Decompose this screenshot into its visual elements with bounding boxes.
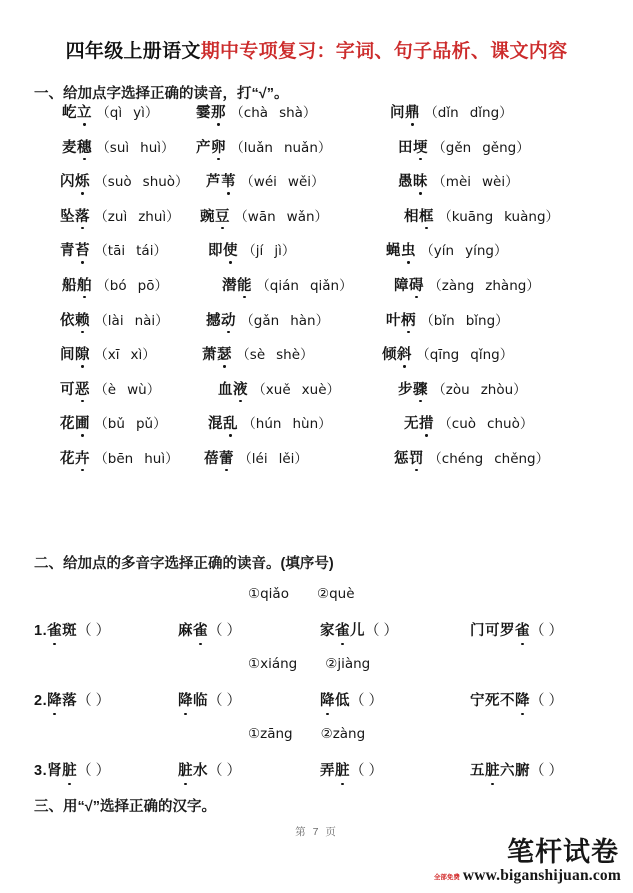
pinyin-choice-item[interactable]	[208, 417, 332, 432]
pinyin-options[interactable]	[434, 209, 559, 225]
word-prefix: 麻	[178, 623, 193, 639]
word-prefix: 宁死不	[470, 693, 515, 709]
duoyinzi-option-1: ①zāng	[248, 726, 293, 742]
pinyin-options[interactable]	[236, 174, 325, 190]
pinyin-option-b[interactable]: nài）	[134, 312, 169, 329]
watermark-free-tag: 全部免费	[433, 873, 460, 881]
vocab-word: 豌豆	[200, 208, 230, 225]
pinyin-option-a[interactable]: （qì	[96, 105, 123, 121]
word-suffix: 临	[193, 693, 208, 709]
answer-blank[interactable]: （ ）	[208, 763, 242, 779]
vocab-word: 产卵	[196, 139, 226, 156]
word-suffix: 落	[62, 693, 78, 709]
pinyin-option-a[interactable]: （qīng	[416, 347, 460, 364]
duoyinzi-item[interactable]	[470, 759, 563, 780]
duoyinzi-option-legend	[248, 656, 370, 672]
pinyin-choice-item[interactable]	[386, 244, 507, 259]
dotted-character: 降	[320, 689, 335, 710]
pinyin-option-a[interactable]: （zuì	[94, 208, 128, 225]
pinyin-option-b[interactable]: qǐng）	[470, 347, 514, 364]
word-suffix: 低	[335, 693, 350, 709]
answer-blank[interactable]: （ ）	[77, 693, 111, 709]
pinyin-choice-grid	[0, 106, 633, 487]
pinyin-options[interactable]	[424, 451, 549, 467]
pinyin-option-b[interactable]: bǐng）	[465, 312, 509, 329]
dotted-character: 隙	[75, 347, 90, 364]
dotted-character: 能	[237, 277, 252, 294]
dotted-character: 斜	[397, 347, 412, 364]
dotted-character: 苇	[221, 174, 236, 191]
dotted-character: 雀	[515, 619, 530, 640]
item-number: 2.	[34, 693, 48, 709]
dotted-character: 脏	[485, 759, 500, 780]
pinyin-options[interactable]	[90, 313, 169, 329]
pinyin-choice-row	[0, 106, 633, 141]
pinyin-option-a[interactable]: （tāi	[94, 243, 126, 260]
pinyin-choice-item[interactable]	[398, 141, 530, 156]
vocab-word: 无措	[404, 416, 434, 433]
dotted-character: 豆	[215, 208, 230, 225]
vocab-word: 撼动	[206, 312, 236, 329]
duoyinzi-option-legend	[248, 586, 355, 602]
answer-blank[interactable]: （ ）	[530, 763, 564, 779]
answer-blank[interactable]: （ ）	[350, 693, 384, 709]
page-title-black: 四年级上册语文	[65, 41, 201, 62]
pinyin-option-b[interactable]: chěng）	[494, 450, 550, 467]
pinyin-option-a[interactable]: （sè	[236, 347, 266, 364]
dotted-character: 卉	[75, 450, 90, 467]
vocab-word: 潜能	[222, 277, 252, 294]
vocab-word: 青苔	[60, 243, 90, 260]
dotted-character: 那	[211, 105, 226, 121]
duoyinzi-option-2: ②jiàng	[325, 656, 371, 672]
pinyin-option-a[interactable]: （zòu	[432, 381, 470, 398]
pinyin-option-a[interactable]: （wéi	[240, 174, 277, 191]
pinyin-option-a[interactable]: （yín	[420, 243, 455, 260]
pinyin-option-a[interactable]: （suì	[96, 139, 130, 156]
pinyin-option-a[interactable]: （kuāng	[438, 208, 494, 225]
pinyin-choice-item[interactable]	[390, 106, 513, 121]
pinyin-option-b[interactable]: kuàng）	[504, 208, 560, 225]
pinyin-choice-item[interactable]	[60, 348, 156, 363]
dotted-character: 苔	[75, 243, 90, 260]
vocab-word: 萧瑟	[202, 347, 232, 364]
pinyin-option-b[interactable]: lěi）	[278, 450, 308, 467]
pinyin-choice-item[interactable]	[398, 383, 527, 398]
pinyin-option-b[interactable]: yíng）	[465, 243, 508, 260]
dotted-character: 鼎	[405, 105, 420, 121]
watermark	[431, 836, 621, 884]
dotted-character: 赖	[75, 312, 90, 329]
pinyin-option-b[interactable]: zhòu）	[480, 381, 527, 398]
pinyin-options[interactable]	[92, 105, 158, 121]
pinyin-choice-item[interactable]	[196, 106, 316, 121]
answer-blank[interactable]: （ ）	[530, 693, 564, 709]
vocab-word: 间隙	[60, 347, 90, 364]
section-one-heading: 一、给加点字选择正确的读音，打“√”。	[34, 86, 289, 102]
pinyin-option-b[interactable]: pō）	[137, 277, 168, 294]
pinyin-choice-item[interactable]	[60, 383, 160, 398]
pinyin-option-a[interactable]: （lài	[94, 312, 124, 329]
pinyin-option-b[interactable]: wèi）	[482, 174, 519, 191]
pinyin-options[interactable]	[238, 243, 295, 259]
pinyin-options[interactable]	[90, 451, 179, 467]
section-two-heading: 二、给加点的多音字选择正确的读音。(填序号)	[34, 556, 334, 572]
pinyin-option-a[interactable]: （xuě	[252, 381, 291, 398]
pinyin-choice-item[interactable]	[202, 348, 314, 363]
vocab-word: 倾斜	[382, 347, 412, 364]
pinyin-option-b[interactable]: wěi）	[287, 174, 325, 191]
duoyinzi-item[interactable]	[320, 759, 383, 780]
pinyin-choice-item[interactable]	[394, 452, 549, 467]
word-prefix: 五	[470, 763, 485, 779]
dotted-character: 动	[221, 312, 236, 329]
section-three-heading: 三、用“√”选择正确的汉字。	[34, 799, 216, 815]
vocab-word: 花圃	[60, 416, 90, 433]
answer-blank[interactable]: （ ）	[208, 693, 242, 709]
pinyin-options[interactable]	[252, 278, 353, 294]
answer-blank[interactable]: （ ）	[365, 623, 399, 639]
pinyin-choice-item[interactable]	[222, 279, 353, 294]
duoyinzi-item[interactable]	[178, 619, 241, 640]
pinyin-option-b[interactable]: tái）	[136, 243, 167, 260]
pinyin-option-b[interactable]: wù）	[127, 381, 161, 398]
pinyin-option-b[interactable]: jì）	[274, 243, 296, 260]
pinyin-option-a[interactable]: （chà	[230, 105, 269, 121]
dotted-character: 卵	[211, 139, 226, 156]
pinyin-choice-row	[0, 348, 633, 383]
vocab-word: 蝇虫	[386, 243, 416, 260]
pinyin-option-b[interactable]: hàn）	[290, 312, 330, 329]
dotted-character: 脏	[178, 759, 193, 780]
pinyin-options[interactable]	[428, 382, 527, 398]
pinyin-option-b[interactable]: nuǎn）	[283, 139, 332, 156]
pinyin-choice-item[interactable]	[60, 175, 189, 190]
answer-blank[interactable]: （ ）	[77, 623, 111, 639]
pinyin-options[interactable]	[92, 278, 168, 294]
pinyin-choice-item[interactable]	[208, 244, 295, 259]
word-prefix: 弄	[320, 763, 335, 779]
pinyin-options[interactable]	[226, 105, 316, 121]
dotted-character: 框	[419, 208, 434, 225]
pinyin-options[interactable]	[226, 140, 331, 156]
pinyin-options[interactable]	[90, 209, 180, 225]
vocab-word: 花卉	[60, 450, 90, 467]
vocab-word: 田埂	[398, 139, 428, 156]
pinyin-choice-row	[0, 210, 633, 245]
pinyin-choice-item[interactable]	[218, 383, 340, 398]
duoyinzi-item[interactable]	[34, 759, 110, 780]
item-number: 1.	[34, 623, 48, 639]
dotted-character: 措	[419, 416, 434, 433]
duoyinzi-item[interactable]	[320, 619, 398, 640]
word-prefix: 门可罗	[470, 623, 515, 639]
dotted-character: 虫	[401, 243, 416, 260]
pinyin-choice-item[interactable]	[386, 314, 509, 329]
pinyin-option-a[interactable]: （zàng	[428, 277, 475, 294]
dotted-character: 立	[77, 105, 92, 121]
dotted-character: 雀	[335, 619, 350, 640]
pinyin-option-a[interactable]: （bǔ	[94, 416, 125, 433]
vocab-word: 坠落	[60, 208, 90, 225]
pinyin-options[interactable]	[230, 209, 328, 225]
pinyin-choice-item[interactable]	[404, 417, 533, 432]
pinyin-choice-item[interactable]	[382, 348, 513, 363]
duoyinzi-item[interactable]	[34, 689, 110, 710]
pinyin-options[interactable]	[90, 174, 189, 190]
dotted-character: 使	[223, 243, 238, 260]
answer-blank[interactable]: （ ）	[530, 623, 564, 639]
dotted-character: 脏	[335, 759, 350, 780]
pinyin-choice-item[interactable]	[398, 175, 519, 190]
dotted-character: 蕾	[219, 450, 234, 467]
duoyinzi-option-2: ②zàng	[320, 726, 366, 742]
pinyin-choice-row	[0, 244, 633, 279]
dotted-character: 乱	[223, 416, 238, 433]
pinyin-option-b[interactable]: pǔ）	[135, 416, 167, 433]
pinyin-option-a[interactable]: （bó	[96, 277, 127, 294]
pinyin-options[interactable]	[90, 347, 156, 363]
pinyin-choice-item[interactable]	[200, 210, 328, 225]
answer-blank[interactable]: （ ）	[208, 623, 242, 639]
pinyin-options[interactable]	[90, 382, 160, 398]
vocab-word: 问鼎	[390, 105, 420, 121]
dotted-character: 降	[515, 689, 530, 710]
page-number-footer: 第 7 页	[295, 826, 338, 838]
pinyin-options[interactable]	[90, 416, 167, 432]
dotted-character: 柄	[401, 312, 416, 329]
duoyinzi-option-1: ①xiáng	[248, 656, 298, 672]
vocab-word: 叶柄	[386, 312, 416, 329]
pinyin-option-a[interactable]: （suò	[94, 174, 132, 191]
pinyin-option-b[interactable]: chuò）	[487, 416, 534, 433]
pinyin-options[interactable]	[420, 105, 513, 121]
vocab-word: 依赖	[60, 312, 90, 329]
pinyin-option-b[interactable]: zhàng）	[485, 277, 540, 294]
pinyin-choice-row	[0, 452, 633, 487]
dotted-character: 雀	[193, 619, 208, 640]
duoyinzi-item[interactable]	[470, 689, 563, 710]
pinyin-option-b[interactable]: xì）	[130, 347, 156, 364]
dotted-character: 雀	[47, 619, 62, 640]
watermark-bottom-row	[431, 868, 621, 884]
pinyin-option-a[interactable]: （dǐn	[424, 105, 459, 121]
page-title	[0, 36, 633, 63]
vocab-word: 惩罚	[394, 450, 424, 467]
pinyin-option-b[interactable]: huì）	[140, 139, 175, 156]
word-prefix: 家	[320, 623, 335, 639]
word-suffix: 六腑	[500, 763, 530, 779]
pinyin-options[interactable]	[248, 382, 340, 398]
pinyin-option-a[interactable]: （bǐn	[420, 312, 455, 329]
pinyin-choice-item[interactable]	[206, 314, 329, 329]
vocab-word: 霎那	[196, 105, 226, 121]
pinyin-choice-row	[0, 141, 633, 176]
dotted-character: 昧	[413, 174, 428, 191]
pinyin-options[interactable]	[236, 313, 329, 329]
pinyin-options[interactable]	[238, 416, 332, 432]
pinyin-option-a[interactable]: （gǎn	[240, 312, 280, 329]
pinyin-options[interactable]	[416, 313, 509, 329]
answer-blank[interactable]: （ ）	[350, 763, 384, 779]
pinyin-choice-row	[0, 279, 633, 314]
pinyin-option-b[interactable]: hùn）	[292, 416, 332, 433]
vocab-word: 可恶	[60, 381, 90, 398]
duoyinzi-item[interactable]	[178, 689, 241, 710]
watermark-brand: 笔杆试卷	[507, 836, 619, 867]
pinyin-option-b[interactable]: wǎn）	[286, 208, 329, 225]
pinyin-choice-item[interactable]	[394, 279, 540, 294]
vocab-word: 血液	[218, 381, 248, 398]
pinyin-option-a[interactable]: （chéng	[428, 450, 484, 467]
duoyinzi-item[interactable]	[178, 759, 241, 780]
pinyin-options[interactable]	[428, 174, 519, 190]
dotted-character: 瑟	[217, 347, 232, 364]
pinyin-options[interactable]	[234, 451, 308, 467]
vocab-word: 障碍	[394, 277, 424, 294]
page-title-red: 期中专项复习：字词、句子品析、课文内容	[200, 41, 568, 62]
pinyin-choice-item[interactable]	[60, 210, 180, 225]
pinyin-choice-item[interactable]	[204, 452, 308, 467]
pinyin-choice-item[interactable]	[196, 141, 331, 156]
pinyin-choice-row	[0, 417, 633, 452]
pinyin-option-a[interactable]: （cuò	[438, 416, 477, 433]
pinyin-choice-item[interactable]	[62, 141, 175, 156]
pinyin-option-b[interactable]: dǐng）	[469, 105, 513, 121]
duoyinzi-item[interactable]	[320, 689, 383, 710]
pinyin-option-a[interactable]: （gěn	[432, 139, 472, 156]
pinyin-choice-item[interactable]	[62, 106, 158, 121]
answer-blank[interactable]: （ ）	[77, 763, 111, 779]
duoyinzi-option-legend	[248, 726, 365, 742]
vocab-word: 蓓蕾	[204, 450, 234, 467]
pinyin-choice-row	[0, 314, 633, 349]
watermark-url: www.biganshijuan.com	[462, 866, 621, 884]
pinyin-option-a[interactable]: （mèi	[432, 174, 472, 191]
pinyin-option-a[interactable]: （léi	[238, 450, 268, 467]
pinyin-option-b[interactable]: huì）	[144, 450, 179, 467]
pinyin-option-a[interactable]: （hún	[242, 416, 282, 433]
pinyin-options[interactable]	[428, 140, 530, 156]
dotted-character: 降	[178, 689, 193, 710]
vocab-word: 步骤	[398, 381, 428, 398]
pinyin-option-b[interactable]: zhuì）	[138, 208, 180, 225]
dotted-character: 落	[75, 208, 90, 225]
pinyin-option-b[interactable]: qiǎn）	[309, 277, 353, 294]
dotted-character: 罚	[409, 450, 424, 467]
pinyin-option-b[interactable]: xuè）	[301, 381, 341, 398]
pinyin-options[interactable]	[412, 347, 513, 363]
word-suffix: 斑	[62, 623, 78, 639]
pinyin-choice-row	[0, 383, 633, 418]
dotted-character: 碍	[409, 277, 424, 294]
pinyin-options[interactable]	[232, 347, 314, 363]
duoyinzi-option-2: ②què	[316, 586, 355, 602]
duoyinzi-item[interactable]	[34, 619, 110, 640]
dotted-character: 烁	[75, 174, 90, 191]
word-suffix: 水	[193, 763, 208, 779]
word-prefix: 肾	[47, 763, 63, 779]
dotted-character: 舶	[77, 277, 92, 294]
pinyin-choice-item[interactable]	[60, 314, 169, 329]
vocab-word: 相框	[404, 208, 434, 225]
vocab-word: 船舶	[62, 277, 92, 294]
pinyin-option-b[interactable]: shè）	[276, 347, 314, 364]
vocab-word: 屹立	[62, 105, 92, 121]
vocab-word: 芦苇	[206, 174, 236, 191]
dotted-character: 液	[233, 381, 248, 398]
word-suffix: 儿	[350, 623, 365, 639]
pinyin-option-a[interactable]: （wān	[234, 208, 276, 225]
pinyin-option-a[interactable]: （bēn	[94, 450, 134, 467]
pinyin-options[interactable]	[416, 243, 507, 259]
dotted-character: 穗	[77, 139, 92, 156]
pinyin-option-a[interactable]: （qián	[256, 277, 299, 294]
pinyin-options[interactable]	[92, 140, 175, 156]
pinyin-option-a[interactable]: （luǎn	[230, 139, 273, 156]
item-number: 3.	[34, 763, 48, 779]
pinyin-option-a[interactable]: （xī	[94, 347, 120, 364]
pinyin-choice-row	[0, 175, 633, 210]
vocab-word: 愚昧	[398, 174, 428, 191]
dotted-character: 圃	[75, 416, 90, 433]
dotted-character: 骤	[413, 381, 428, 398]
pinyin-option-a[interactable]: （jí	[242, 243, 264, 260]
pinyin-option-b[interactable]: yì）	[133, 105, 159, 121]
duoyinzi-item[interactable]	[470, 619, 563, 640]
vocab-word: 混乱	[208, 416, 238, 433]
pinyin-choice-item[interactable]	[60, 244, 167, 259]
pinyin-option-b[interactable]: shuò）	[142, 174, 189, 191]
pinyin-choice-item[interactable]	[60, 417, 167, 432]
pinyin-choice-item[interactable]	[206, 175, 325, 190]
duoyinzi-option-1: ①qiǎo	[248, 586, 289, 602]
pinyin-choice-item[interactable]	[62, 279, 168, 294]
pinyin-option-b[interactable]: gěng）	[482, 139, 530, 156]
pinyin-options[interactable]	[434, 416, 533, 432]
pinyin-option-b[interactable]: shà）	[279, 105, 317, 121]
vocab-word: 闪烁	[60, 174, 90, 191]
pinyin-options[interactable]	[90, 243, 167, 259]
dotted-character: 脏	[62, 759, 77, 780]
pinyin-choice-item[interactable]	[60, 452, 179, 467]
dotted-character: 恶	[75, 381, 90, 398]
dotted-character: 降	[47, 689, 62, 710]
pinyin-options[interactable]	[424, 278, 540, 294]
pinyin-option-a[interactable]: （è	[94, 381, 117, 398]
dotted-character: 埂	[413, 139, 428, 156]
vocab-word: 麦穗	[62, 139, 92, 156]
vocab-word: 即使	[208, 243, 238, 260]
pinyin-choice-item[interactable]	[404, 210, 559, 225]
